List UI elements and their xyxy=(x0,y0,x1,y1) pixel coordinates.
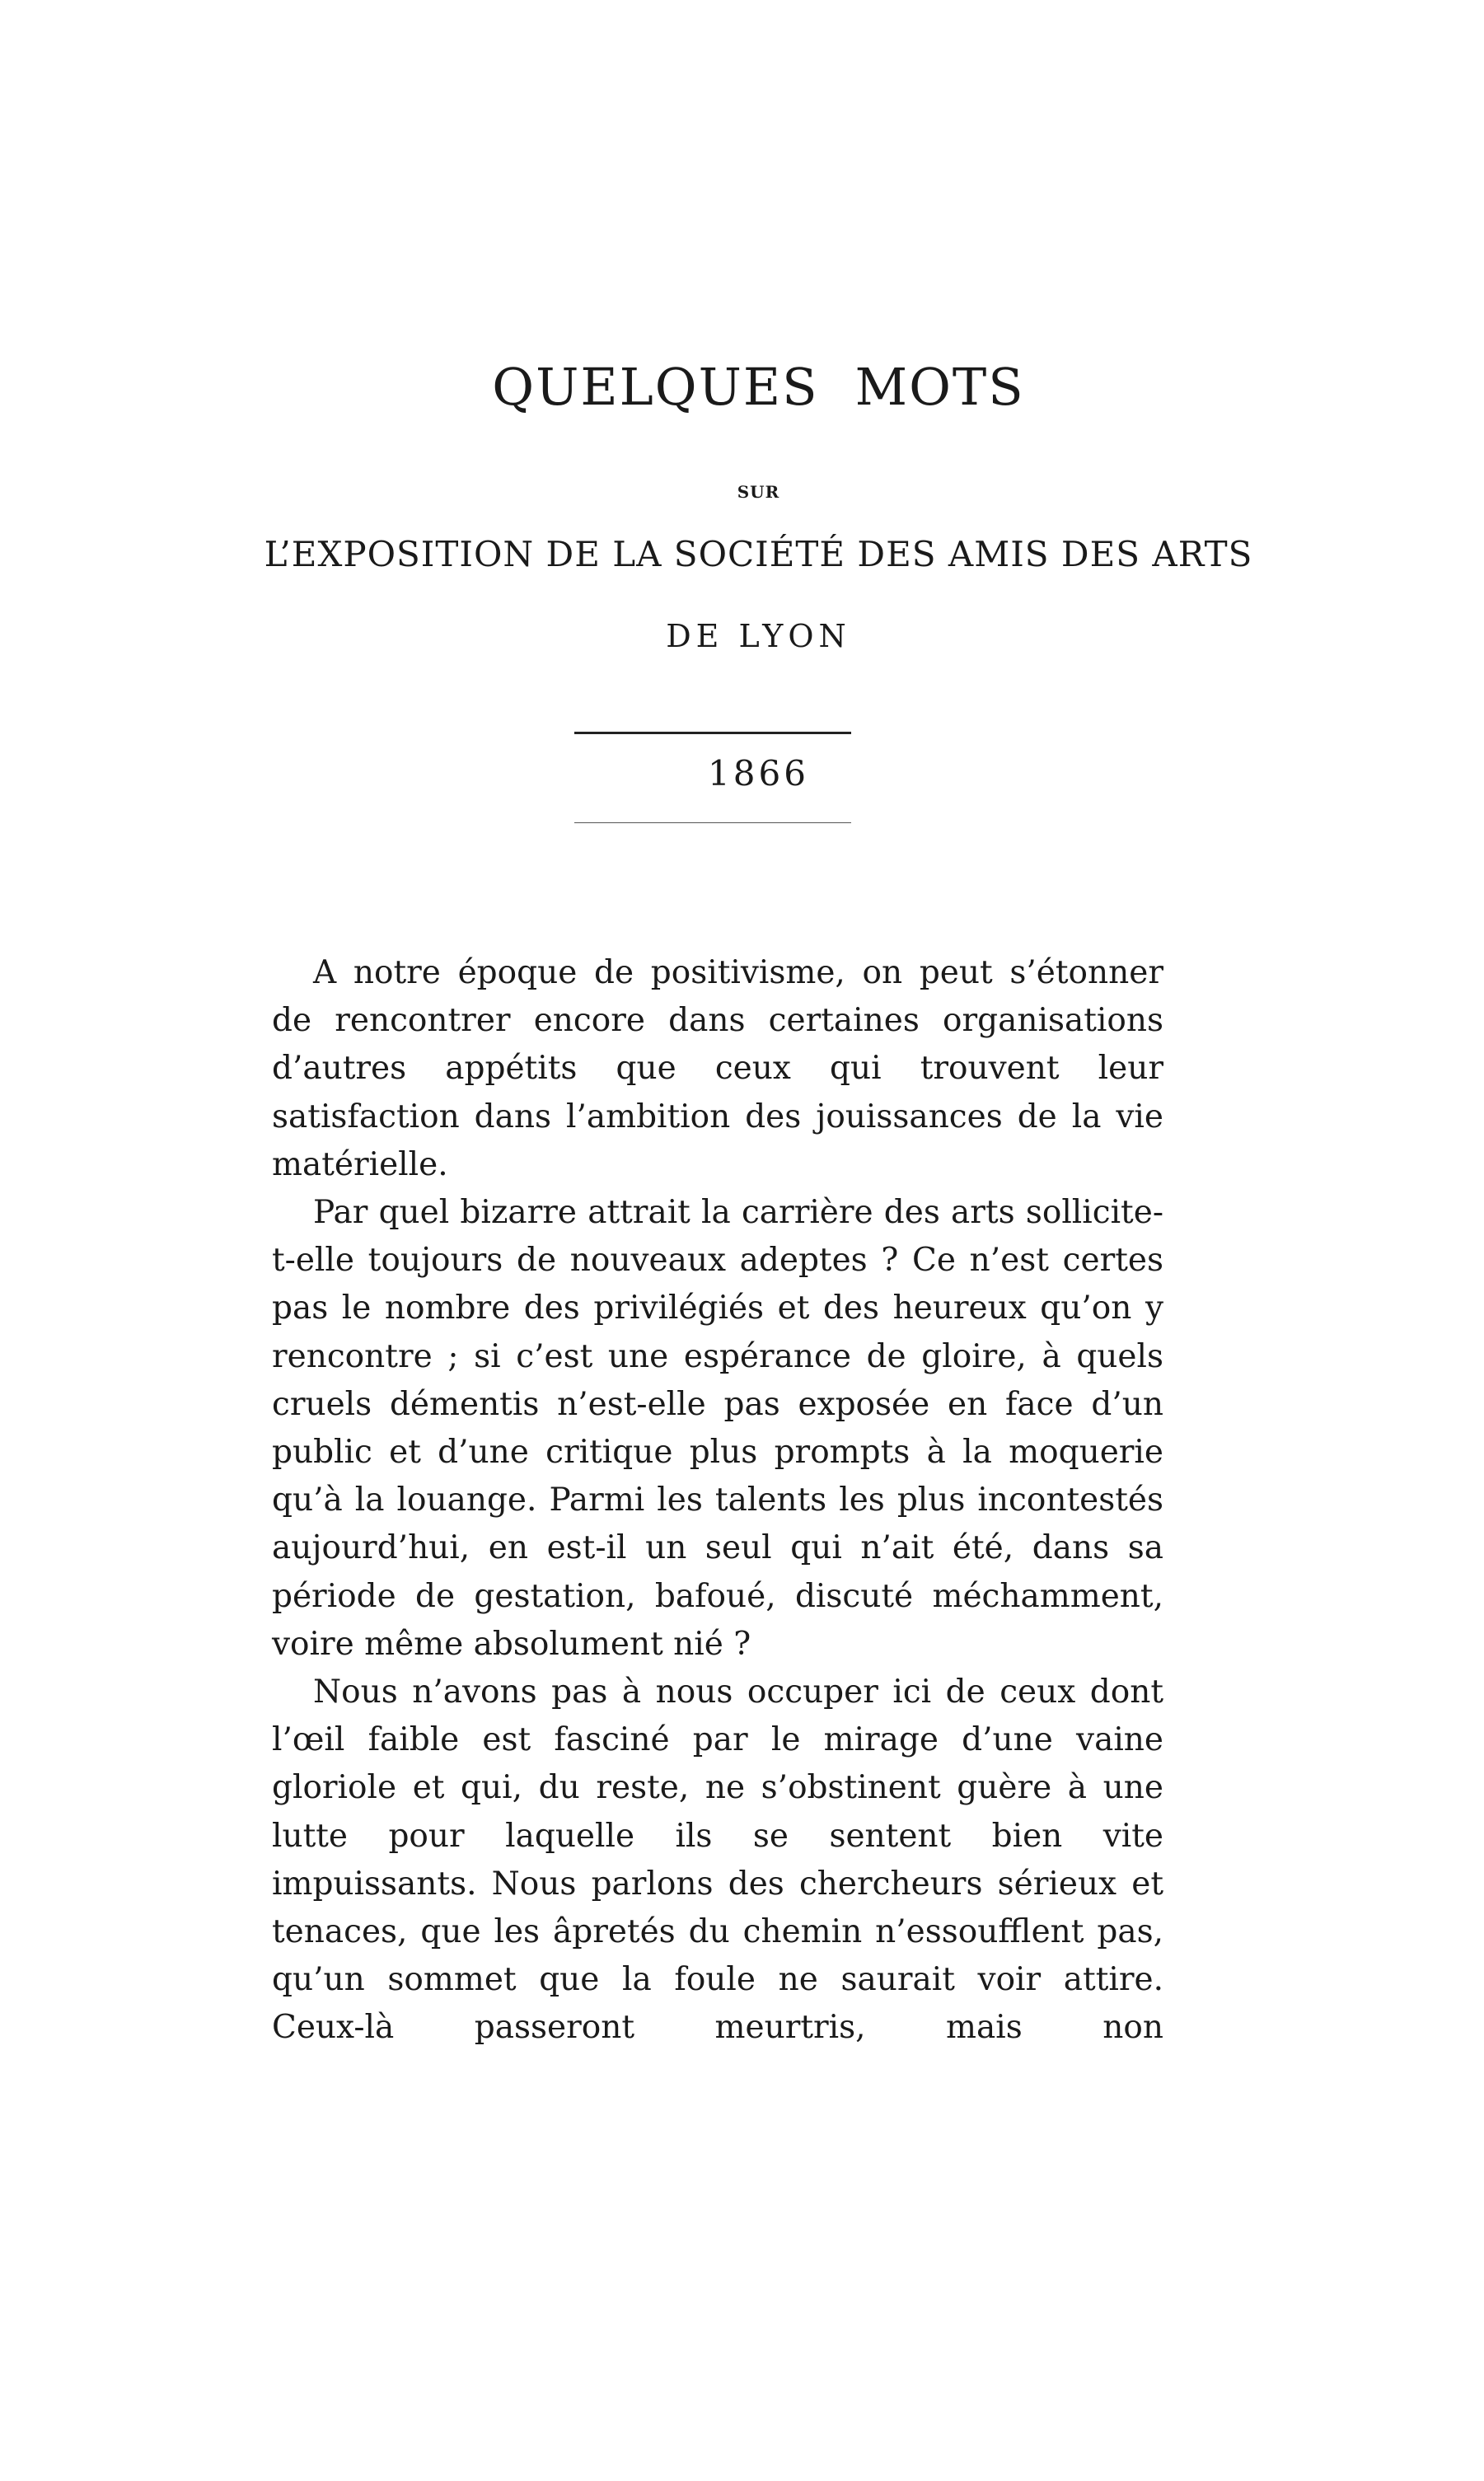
subtitle-place: DE LYON xyxy=(666,618,851,654)
title-connector: SUR xyxy=(737,482,780,502)
title-word-2: MOTS xyxy=(854,357,1025,417)
title-word-1: QUELQUES xyxy=(492,357,819,417)
body-text xyxy=(272,949,1163,2053)
paragraph: A notre époque de positivisme, on peut s’étonner de rencontrer encore dans certaines organisations d’autres appétits que ceux qui trouvent leur satisfaction dans l’ambition des jouissances de la vie matérielle. xyxy=(272,954,1163,1183)
paragraph: Par quel bizarre attrait la carrière des arts sollicite-t-elle toujours de nouveaux adeptes ? Ce n’est certes pas le nombre des privilégiés et des heureux qu’on y rencontre ; si c’est une espérance de gloire, à quels cruels démentis n’est-elle pas exposée en face d’un public et d’une critique plus prompts à la moquerie qu’à la louange. Parmi les talents les plus incontestés aujourd’hui, en est-il un seul qui n’ait été, dans sa période de gestation, bafoué, discuté méchamment, voire même absolument nié ? xyxy=(272,1194,1163,1663)
paragraph: Nous n’avons pas à nous occuper ici de ceux dont l’œil faible est fasciné par le mirage d’une vaine gloriole et qui, du reste, ne s’obstinent guère à une lutte pour laquelle ils se sentent bien vite impuissants. Nous parlons des chercheurs sérieux et tenaces, que les âpretés du chemin n’essoufflent pas, qu’un sommet que la foule ne saurait voir attire. Ceux-là passeront meurtris, mais non xyxy=(272,1674,1163,2047)
subtitle: L’EXPOSITION DE LA SOCIÉTÉ DES AMIS DES ARTS xyxy=(264,534,1253,574)
divider-bottom xyxy=(574,822,851,823)
page-title xyxy=(0,354,1484,420)
year: 1866 xyxy=(708,753,809,793)
divider-top xyxy=(574,732,851,734)
